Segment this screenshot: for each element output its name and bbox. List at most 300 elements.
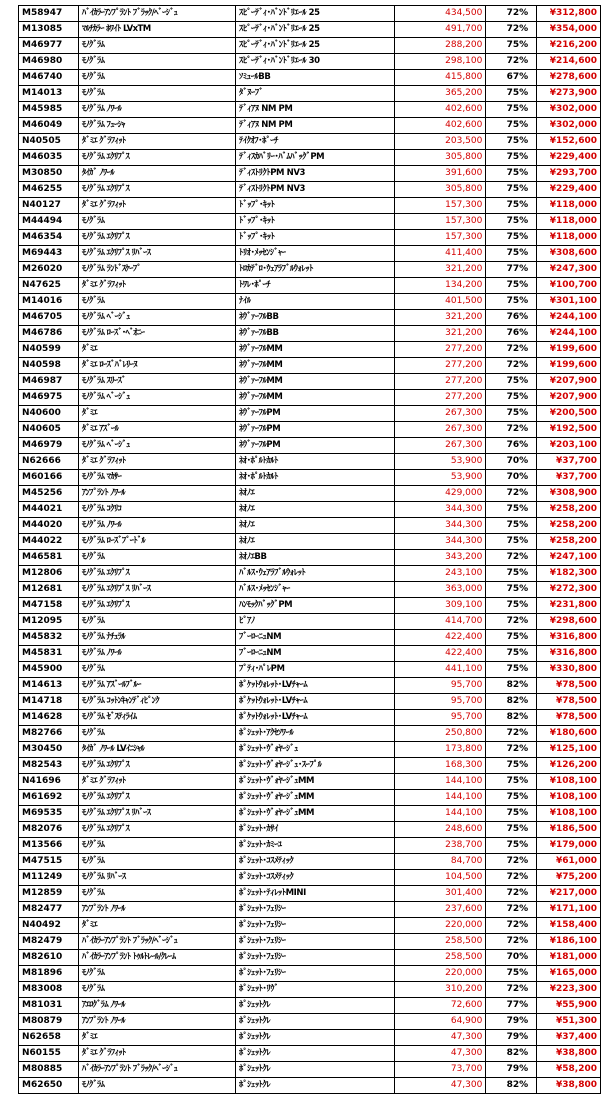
buyback-price-cell: ¥207,900 — [537, 390, 601, 406]
retail-price-cell: 53,900 — [395, 454, 486, 470]
model-name-cell: ﾃﾞｨｱﾇ NM PM — [236, 102, 395, 118]
retail-price-cell: 429,000 — [395, 486, 486, 502]
product-code-cell: M46255 — [19, 182, 79, 198]
retail-price-cell: 168,300 — [395, 758, 486, 774]
retail-price-cell: 157,300 — [395, 214, 486, 230]
table-row — [19, 326, 601, 342]
buyback-price-cell: ¥312,800 — [537, 6, 601, 22]
product-code-cell: N40605 — [19, 422, 79, 438]
color-name-cell: ﾓﾉｸﾞﾗﾑ — [78, 614, 235, 630]
table-row — [19, 182, 601, 198]
buyback-price-cell: ¥247,300 — [537, 262, 601, 278]
buyback-price-cell: ¥316,800 — [537, 646, 601, 662]
buyback-price-cell: ¥108,100 — [537, 790, 601, 806]
table-row — [19, 230, 601, 246]
retail-price-cell: 238,700 — [395, 838, 486, 854]
product-code-cell: M14628 — [19, 710, 79, 726]
table-row — [19, 790, 601, 806]
model-name-cell: ﾊﾞﾙｽ･ﾒｯｾﾝｼﾞｬｰ — [236, 582, 395, 598]
color-name-cell: ﾀﾞﾐｴ — [78, 342, 235, 358]
buyback-price-cell: ¥165,000 — [537, 966, 601, 982]
buyback-price-cell: ¥118,000 — [537, 198, 601, 214]
rate-cell: 75% — [486, 278, 537, 294]
model-name-cell: ｽﾋﾟｰﾃﾞｨ･ﾊﾞﾝﾄﾞﾘｴｰﾙ 30 — [236, 54, 395, 70]
table-row — [19, 6, 601, 22]
color-name-cell: ﾓﾉｸﾞﾗﾑ ｴｸﾘﾌﾟｽ — [78, 230, 235, 246]
buyback-price-cell: ¥330,800 — [537, 662, 601, 678]
color-name-cell: ﾓﾉｸﾞﾗﾑ — [78, 54, 235, 70]
table-row — [19, 134, 601, 150]
product-code-cell: M45256 — [19, 486, 79, 502]
retail-price-cell: 277,200 — [395, 342, 486, 358]
price-table — [18, 5, 601, 1094]
retail-price-cell: 301,400 — [395, 886, 486, 902]
product-code-cell: M82766 — [19, 726, 79, 742]
table-row — [19, 806, 601, 822]
table-row — [19, 486, 601, 502]
retail-price-cell: 267,300 — [395, 422, 486, 438]
product-code-cell: N62658 — [19, 1030, 79, 1046]
model-name-cell: ﾃﾞｨｽﾄﾘｸﾄPM NV3 — [236, 182, 395, 198]
product-code-cell: M13566 — [19, 838, 79, 854]
model-name-cell: ﾎﾟｼｪｯﾄ･ﾌｪﾘｼｰ — [236, 934, 395, 950]
retail-price-cell: 288,200 — [395, 38, 486, 54]
color-name-cell: ﾓﾉｸﾞﾗﾑ ｾﾞｽﾃｨﾗｲﾑ — [78, 710, 235, 726]
buyback-price-cell: ¥278,600 — [537, 70, 601, 86]
model-name-cell: ﾈｵﾉｴ — [236, 486, 395, 502]
table-row — [19, 390, 601, 406]
table-row — [19, 534, 601, 550]
table-row — [19, 934, 601, 950]
product-code-cell: M81031 — [19, 998, 79, 1014]
product-code-cell: M46035 — [19, 150, 79, 166]
rate-cell: 75% — [486, 598, 537, 614]
color-name-cell: ﾓﾉｸﾞﾗﾑ ｴｸﾘﾌﾟｽ — [78, 822, 235, 838]
rate-cell: 72% — [486, 6, 537, 22]
retail-price-cell: 310,200 — [395, 982, 486, 998]
rate-cell: 75% — [486, 134, 537, 150]
table-row — [19, 582, 601, 598]
model-name-cell: ﾎﾟｹｯﾄｳｫﾚｯﾄ･LVﾁｬｰﾑ — [236, 710, 395, 726]
color-name-cell: ﾓﾉｸﾞﾗﾑ ﾗﾝﾄﾞｽｹｰﾌﾟ — [78, 262, 235, 278]
model-name-cell: ﾈｳﾞｧｰﾌﾙMM — [236, 342, 395, 358]
buyback-price-cell: ¥37,700 — [537, 454, 601, 470]
color-name-cell: ﾓﾉｸﾞﾗﾑ ﾍﾞｰｼﾞｭ — [78, 390, 235, 406]
retail-price-cell: 309,100 — [395, 598, 486, 614]
table-row — [19, 950, 601, 966]
model-name-cell: ﾎﾟｼｪｯﾄ･ｳﾞｫﾔｰｼﾞｭMM — [236, 806, 395, 822]
product-code-cell: M45832 — [19, 630, 79, 646]
rate-cell: 75% — [486, 566, 537, 582]
table-row — [19, 118, 601, 134]
model-name-cell: ﾎﾟｹｯﾄｳｫﾚｯﾄ･LVﾁｬｰﾑ — [236, 678, 395, 694]
product-code-cell: M62650 — [19, 1078, 79, 1094]
color-name-cell: ﾓﾉｸﾞﾗﾑ — [78, 838, 235, 854]
buyback-price-cell: ¥108,100 — [537, 774, 601, 790]
retail-price-cell: 298,100 — [395, 54, 486, 70]
color-name-cell: ﾓﾉｸﾞﾗﾑ ﾏｶｻｰ — [78, 470, 235, 486]
buyback-price-cell: ¥293,700 — [537, 166, 601, 182]
model-name-cell: ﾎﾟｼｪｯﾄ･ﾌｪﾘｼｰ — [236, 902, 395, 918]
model-name-cell: ﾃﾞｨｽｶﾊﾞﾘｰ･ﾊﾞﾑﾊﾞｯｸﾞPM — [236, 150, 395, 166]
retail-price-cell: 95,700 — [395, 678, 486, 694]
rate-cell: 72% — [486, 550, 537, 566]
product-code-cell: M46786 — [19, 326, 79, 342]
table-row — [19, 102, 601, 118]
color-name-cell: ﾓﾉｸﾞﾗﾑ ｽﾘｰｽﾞ — [78, 374, 235, 390]
buyback-price-cell: ¥192,500 — [537, 422, 601, 438]
table-row — [19, 374, 601, 390]
buyback-price-cell: ¥231,800 — [537, 598, 601, 614]
color-name-cell: ﾓﾉｸﾞﾗﾑ ﾉﾜｰﾙ — [78, 102, 235, 118]
color-name-cell: ｱｴﾛｸﾞﾗﾑ ﾉﾜｰﾙ — [78, 998, 235, 1014]
model-name-cell: ﾅｲﾙ — [236, 294, 395, 310]
rate-cell: 72% — [486, 614, 537, 630]
model-name-cell: ﾄﾞｯﾌﾟ･ｷｯﾄ — [236, 230, 395, 246]
retail-price-cell: 344,300 — [395, 502, 486, 518]
color-name-cell: ﾀﾞﾐｴ ｸﾞﾗﾌｨｯﾄ — [78, 198, 235, 214]
retail-price-cell: 104,500 — [395, 870, 486, 886]
product-code-cell: M80879 — [19, 1014, 79, 1030]
model-name-cell: ﾎﾟｼｪｯﾄ･ｳﾞｫﾔｰｼﾞｭMM — [236, 774, 395, 790]
product-code-cell: M44022 — [19, 534, 79, 550]
table-row — [19, 502, 601, 518]
buyback-price-cell: ¥186,500 — [537, 822, 601, 838]
model-name-cell: ﾎﾟｼｪｯﾄ･ｶﾐｰﾕ — [236, 838, 395, 854]
table-row — [19, 838, 601, 854]
table-row — [19, 38, 601, 54]
table-row — [19, 758, 601, 774]
buyback-price-cell: ¥244,100 — [537, 326, 601, 342]
model-name-cell: ﾎﾟｼｪｯﾄ･ｳﾞｫﾔｰｼﾞｭ — [236, 742, 395, 758]
color-name-cell: ﾊﾞｲｶﾗｰｱﾝﾌﾟﾗﾝﾄ ﾌﾞﾗｯｸ/ﾍﾞｰｼﾞｭ — [78, 6, 235, 22]
rate-cell: 82% — [486, 694, 537, 710]
retail-price-cell: 73,700 — [395, 1062, 486, 1078]
retail-price-cell: 53,900 — [395, 470, 486, 486]
rate-cell: 75% — [486, 86, 537, 102]
color-name-cell: ﾀﾞﾐｴ ｸﾞﾗﾌｨｯﾄ — [78, 1046, 235, 1062]
color-name-cell: ﾓﾉｸﾞﾗﾑ — [78, 662, 235, 678]
rate-cell: 75% — [486, 518, 537, 534]
retail-price-cell: 267,300 — [395, 438, 486, 454]
rate-cell: 75% — [486, 214, 537, 230]
model-name-cell: ﾋﾟｱﾉ — [236, 614, 395, 630]
color-name-cell: ﾓﾉｸﾞﾗﾑ ｴｸﾘﾌﾟｽ — [78, 566, 235, 582]
model-name-cell: ﾈｳﾞｧｰﾌﾙPM — [236, 422, 395, 438]
product-code-cell: M13085 — [19, 22, 79, 38]
table-row — [19, 294, 601, 310]
rate-cell: 72% — [486, 742, 537, 758]
product-code-cell: N40127 — [19, 198, 79, 214]
rate-cell: 75% — [486, 294, 537, 310]
color-name-cell: ﾓﾉｸﾞﾗﾑ — [78, 854, 235, 870]
retail-price-cell: 220,000 — [395, 966, 486, 982]
model-name-cell: ﾎﾟｹｯﾄｳｫﾚｯﾄ･LVﾁｬｰﾑ — [236, 694, 395, 710]
color-name-cell: ﾓﾉｸﾞﾗﾑ ｴｸﾘﾌﾟｽ — [78, 598, 235, 614]
retail-price-cell: 95,700 — [395, 694, 486, 710]
rate-cell: 75% — [486, 38, 537, 54]
retail-price-cell: 363,000 — [395, 582, 486, 598]
color-name-cell: ﾓﾉｸﾞﾗﾑ — [78, 294, 235, 310]
rate-cell: 82% — [486, 1046, 537, 1062]
rate-cell: 72% — [486, 870, 537, 886]
retail-price-cell: 402,600 — [395, 118, 486, 134]
table-row — [19, 1078, 601, 1094]
model-name-cell: ﾊﾞﾙｽ･ｳｪｱﾗﾌﾞﾙｳｫﾚｯﾄ — [236, 566, 395, 582]
product-code-cell: M30450 — [19, 742, 79, 758]
product-code-cell: M45900 — [19, 662, 79, 678]
buyback-price-cell: ¥247,100 — [537, 550, 601, 566]
table-row — [19, 518, 601, 534]
buyback-price-cell: ¥58,200 — [537, 1062, 601, 1078]
rate-cell: 72% — [486, 422, 537, 438]
rate-cell: 72% — [486, 342, 537, 358]
table-row — [19, 470, 601, 486]
buyback-price-cell: ¥37,700 — [537, 470, 601, 486]
model-name-cell: ﾀﾞﾇｰﾌﾞ — [236, 86, 395, 102]
buyback-price-cell: ¥223,300 — [537, 982, 601, 998]
buyback-price-cell: ¥38,800 — [537, 1078, 601, 1094]
product-code-cell: M45985 — [19, 102, 79, 118]
buyback-price-cell: ¥108,100 — [537, 806, 601, 822]
retail-price-cell: 157,300 — [395, 230, 486, 246]
rate-cell: 75% — [486, 790, 537, 806]
retail-price-cell: 441,100 — [395, 662, 486, 678]
table-row — [19, 198, 601, 214]
retail-price-cell: 157,300 — [395, 198, 486, 214]
retail-price-cell: 47,300 — [395, 1046, 486, 1062]
model-name-cell: ﾈｳﾞｧｰﾌﾙBB — [236, 326, 395, 342]
buyback-price-cell: ¥152,600 — [537, 134, 601, 150]
product-code-cell: M46980 — [19, 54, 79, 70]
table-row — [19, 854, 601, 870]
buyback-price-cell: ¥229,400 — [537, 182, 601, 198]
model-name-cell: ﾎﾟｼｪｯﾄ･ｺｽﾒﾃｨｯｸ — [236, 854, 395, 870]
rate-cell: 75% — [486, 774, 537, 790]
rate-cell: 75% — [486, 246, 537, 262]
model-name-cell: ﾊﾝﾓｯｸﾊﾞｯｸﾞPM — [236, 598, 395, 614]
rate-cell: 75% — [486, 966, 537, 982]
product-code-cell: N47625 — [19, 278, 79, 294]
rate-cell: 72% — [486, 22, 537, 38]
rate-cell: 75% — [486, 374, 537, 390]
rate-cell: 75% — [486, 198, 537, 214]
model-name-cell: ﾎﾟｼｪｯﾄ･ﾌｪﾘｼｰ — [236, 966, 395, 982]
product-code-cell: N60155 — [19, 1046, 79, 1062]
table-row — [19, 358, 601, 374]
color-name-cell: ﾀｲｶﾞ ﾉﾜｰﾙ — [78, 166, 235, 182]
model-name-cell: ﾎﾟｼｪｯﾄ･ﾘｳﾞ — [236, 982, 395, 998]
product-code-cell: N40505 — [19, 134, 79, 150]
color-name-cell: ﾓﾉｸﾞﾗﾑ ｴｸﾘﾌﾟｽ — [78, 790, 235, 806]
buyback-price-cell: ¥118,000 — [537, 230, 601, 246]
table-row — [19, 886, 601, 902]
table-row — [19, 870, 601, 886]
table-row — [19, 998, 601, 1014]
model-name-cell: ﾈｳﾞｧｰﾌﾙMM — [236, 358, 395, 374]
color-name-cell: ﾊﾞｲｶﾗｰｱﾝﾌﾟﾗﾝﾄ ﾌﾞﾗｯｸ/ﾍﾞｰｼﾞｭ — [78, 934, 235, 950]
retail-price-cell: 72,600 — [395, 998, 486, 1014]
retail-price-cell: 343,200 — [395, 550, 486, 566]
buyback-price-cell: ¥354,000 — [537, 22, 601, 38]
rate-cell: 77% — [486, 262, 537, 278]
color-name-cell: ﾊﾞｲｶﾗｰｱﾝﾌﾟﾗﾝﾄ ﾌﾞﾗｯｸ/ﾍﾞｰｼﾞｭ — [78, 1062, 235, 1078]
model-name-cell: ﾃﾞｨｱﾇ NM PM — [236, 118, 395, 134]
product-code-cell: M69535 — [19, 806, 79, 822]
model-name-cell: ﾌﾞｰﾛｰﾆｭNM — [236, 646, 395, 662]
model-name-cell: ﾄﾘｵ･ﾒｯｾﾝｼﾞｬｰ — [236, 246, 395, 262]
model-name-cell: ﾎﾟｼｪｯﾄｸﾚ — [236, 998, 395, 1014]
product-code-cell: M44494 — [19, 214, 79, 230]
product-code-cell: M47158 — [19, 598, 79, 614]
retail-price-cell: 144,100 — [395, 806, 486, 822]
rate-cell: 75% — [486, 630, 537, 646]
table-row — [19, 310, 601, 326]
table-row — [19, 342, 601, 358]
rate-cell: 76% — [486, 310, 537, 326]
color-name-cell: ﾀﾞﾐｴ ｸﾞﾗﾌｨｯﾄ — [78, 774, 235, 790]
retail-price-cell: 237,600 — [395, 902, 486, 918]
rate-cell: 75% — [486, 230, 537, 246]
color-name-cell: ﾓﾉｸﾞﾗﾑ ﾍﾞｰｼﾞｭ — [78, 310, 235, 326]
rate-cell: 75% — [486, 838, 537, 854]
color-name-cell: ﾀﾞﾐｴ — [78, 918, 235, 934]
retail-price-cell: 84,700 — [395, 854, 486, 870]
retail-price-cell: 402,600 — [395, 102, 486, 118]
product-code-cell: M83008 — [19, 982, 79, 998]
model-name-cell: ﾎﾟｼｪｯﾄｸﾚ — [236, 1014, 395, 1030]
rate-cell: 72% — [486, 918, 537, 934]
color-name-cell: ﾀﾞﾐｴ ｱｽﾞｰﾙ — [78, 422, 235, 438]
color-name-cell: ﾓﾉｸﾞﾗﾑ ｴｸﾘﾌﾟｽ ﾘﾊﾞｰｽ — [78, 806, 235, 822]
product-code-cell: N40600 — [19, 406, 79, 422]
product-code-cell: M58947 — [19, 6, 79, 22]
color-name-cell: ﾓﾉｸﾞﾗﾑ ﾌｭｰｼｬ — [78, 118, 235, 134]
model-name-cell: ﾈｳﾞｧｰﾌﾙPM — [236, 438, 395, 454]
model-name-cell: ﾃｲｸｵﾌ･ﾎﾟｰﾁ — [236, 134, 395, 150]
model-name-cell: ﾈｵﾉｴ — [236, 502, 395, 518]
model-name-cell: ﾈｳﾞｧｰﾌﾙPM — [236, 406, 395, 422]
color-name-cell: ﾀﾞﾐｴ — [78, 1030, 235, 1046]
model-name-cell: ﾎﾟｼｪｯﾄ･ﾌｪﾘｼｰ — [236, 950, 395, 966]
model-name-cell: ﾈｵﾉｴ — [236, 518, 395, 534]
buyback-price-cell: ¥118,000 — [537, 214, 601, 230]
product-code-cell: N40492 — [19, 918, 79, 934]
buyback-price-cell: ¥78,500 — [537, 678, 601, 694]
table-row — [19, 678, 601, 694]
buyback-price-cell: ¥199,600 — [537, 342, 601, 358]
rate-cell: 82% — [486, 678, 537, 694]
table-row — [19, 694, 601, 710]
color-name-cell: ﾓﾉｸﾞﾗﾑ ﾛｰｽﾞﾌﾟｰﾄﾞﾙ — [78, 534, 235, 550]
table-row — [19, 422, 601, 438]
retail-price-cell: 248,600 — [395, 822, 486, 838]
rate-cell: 75% — [486, 758, 537, 774]
color-name-cell: ﾓﾉｸﾞﾗﾑ ｺｯﾄﾝｷｬﾝﾃﾞｨﾋﾟﾝｸ — [78, 694, 235, 710]
retail-price-cell: 220,000 — [395, 918, 486, 934]
product-code-cell: M46987 — [19, 374, 79, 390]
model-name-cell: ﾎﾟｼｪｯﾄｸﾚ — [236, 1046, 395, 1062]
rate-cell: 72% — [486, 726, 537, 742]
product-code-cell: M69443 — [19, 246, 79, 262]
retail-price-cell: 134,200 — [395, 278, 486, 294]
product-code-cell: M46354 — [19, 230, 79, 246]
model-name-cell: ﾎﾟｼｪｯﾄｸﾚ — [236, 1062, 395, 1078]
buyback-price-cell: ¥100,700 — [537, 278, 601, 294]
rate-cell: 70% — [486, 950, 537, 966]
table-row — [19, 550, 601, 566]
rate-cell: 72% — [486, 982, 537, 998]
product-code-cell: M44020 — [19, 518, 79, 534]
table-row — [19, 566, 601, 582]
product-code-cell: M46705 — [19, 310, 79, 326]
rate-cell: 70% — [486, 470, 537, 486]
table-row — [19, 278, 601, 294]
product-code-cell: M82610 — [19, 950, 79, 966]
product-code-cell: M47515 — [19, 854, 79, 870]
buyback-price-cell: ¥298,600 — [537, 614, 601, 630]
table-row — [19, 966, 601, 982]
buyback-price-cell: ¥38,800 — [537, 1046, 601, 1062]
color-name-cell: ﾓﾉｸﾞﾗﾑ ｺｸﾘｺ — [78, 502, 235, 518]
rate-cell: 72% — [486, 358, 537, 374]
product-code-cell: M12095 — [19, 614, 79, 630]
product-code-cell: N41696 — [19, 774, 79, 790]
table-row — [19, 166, 601, 182]
model-name-cell: ﾄﾜﾚ･ﾎﾟｰﾁ — [236, 278, 395, 294]
buyback-price-cell: ¥199,600 — [537, 358, 601, 374]
rate-cell: 72% — [486, 902, 537, 918]
retail-price-cell: 491,700 — [395, 22, 486, 38]
retail-price-cell: 411,400 — [395, 246, 486, 262]
rate-cell: 75% — [486, 806, 537, 822]
retail-price-cell: 64,900 — [395, 1014, 486, 1030]
table-row — [19, 54, 601, 70]
table-row — [19, 726, 601, 742]
buyback-price-cell: ¥51,300 — [537, 1014, 601, 1030]
model-name-cell: ﾎﾟｼｪｯﾄ･ｳﾞｫﾔｰｼﾞｭ･ｽｰﾌﾟﾙ — [236, 758, 395, 774]
buyback-price-cell: ¥75,200 — [537, 870, 601, 886]
retail-price-cell: 414,700 — [395, 614, 486, 630]
table-row — [19, 86, 601, 102]
color-name-cell: ﾓﾉｸﾞﾗﾑ — [78, 886, 235, 902]
model-name-cell: ﾈｵﾉｴBB — [236, 550, 395, 566]
model-name-cell: ﾎﾟｼｪｯﾄ･ｱｸｾｿﾜｰﾙ — [236, 726, 395, 742]
color-name-cell: ﾓﾉｸﾞﾗﾑ ﾘﾊﾞｰｽ — [78, 870, 235, 886]
color-name-cell: ﾓﾉｸﾞﾗﾑ — [78, 550, 235, 566]
buyback-price-cell: ¥217,000 — [537, 886, 601, 902]
product-code-cell: M61692 — [19, 790, 79, 806]
rate-cell: 82% — [486, 1078, 537, 1094]
buyback-price-cell: ¥301,100 — [537, 294, 601, 310]
model-name-cell: ﾄﾛｶﾃﾞﾛ･ｳｪｱﾗﾌﾞﾙｳｫﾚｯﾄ — [236, 262, 395, 278]
color-name-cell: ﾓﾉｸﾞﾗﾑ — [78, 38, 235, 54]
color-name-cell: ﾓﾉｸﾞﾗﾑ ﾍﾞｰｼﾞｭ — [78, 438, 235, 454]
buyback-price-cell: ¥258,200 — [537, 534, 601, 550]
rate-cell: 82% — [486, 710, 537, 726]
model-name-cell: ﾌﾟﾃｨ･ﾊﾟﾚPM — [236, 662, 395, 678]
table-row — [19, 630, 601, 646]
retail-price-cell: 391,600 — [395, 166, 486, 182]
buyback-price-cell: ¥203,100 — [537, 438, 601, 454]
table-row — [19, 246, 601, 262]
table-row — [19, 646, 601, 662]
retail-price-cell: 144,100 — [395, 790, 486, 806]
buyback-price-cell: ¥272,300 — [537, 582, 601, 598]
model-name-cell: ｽﾋﾟｰﾃﾞｨ･ﾊﾞﾝﾄﾞﾘｴｰﾙ 25 — [236, 6, 395, 22]
product-code-cell: M45831 — [19, 646, 79, 662]
product-code-cell: M44021 — [19, 502, 79, 518]
